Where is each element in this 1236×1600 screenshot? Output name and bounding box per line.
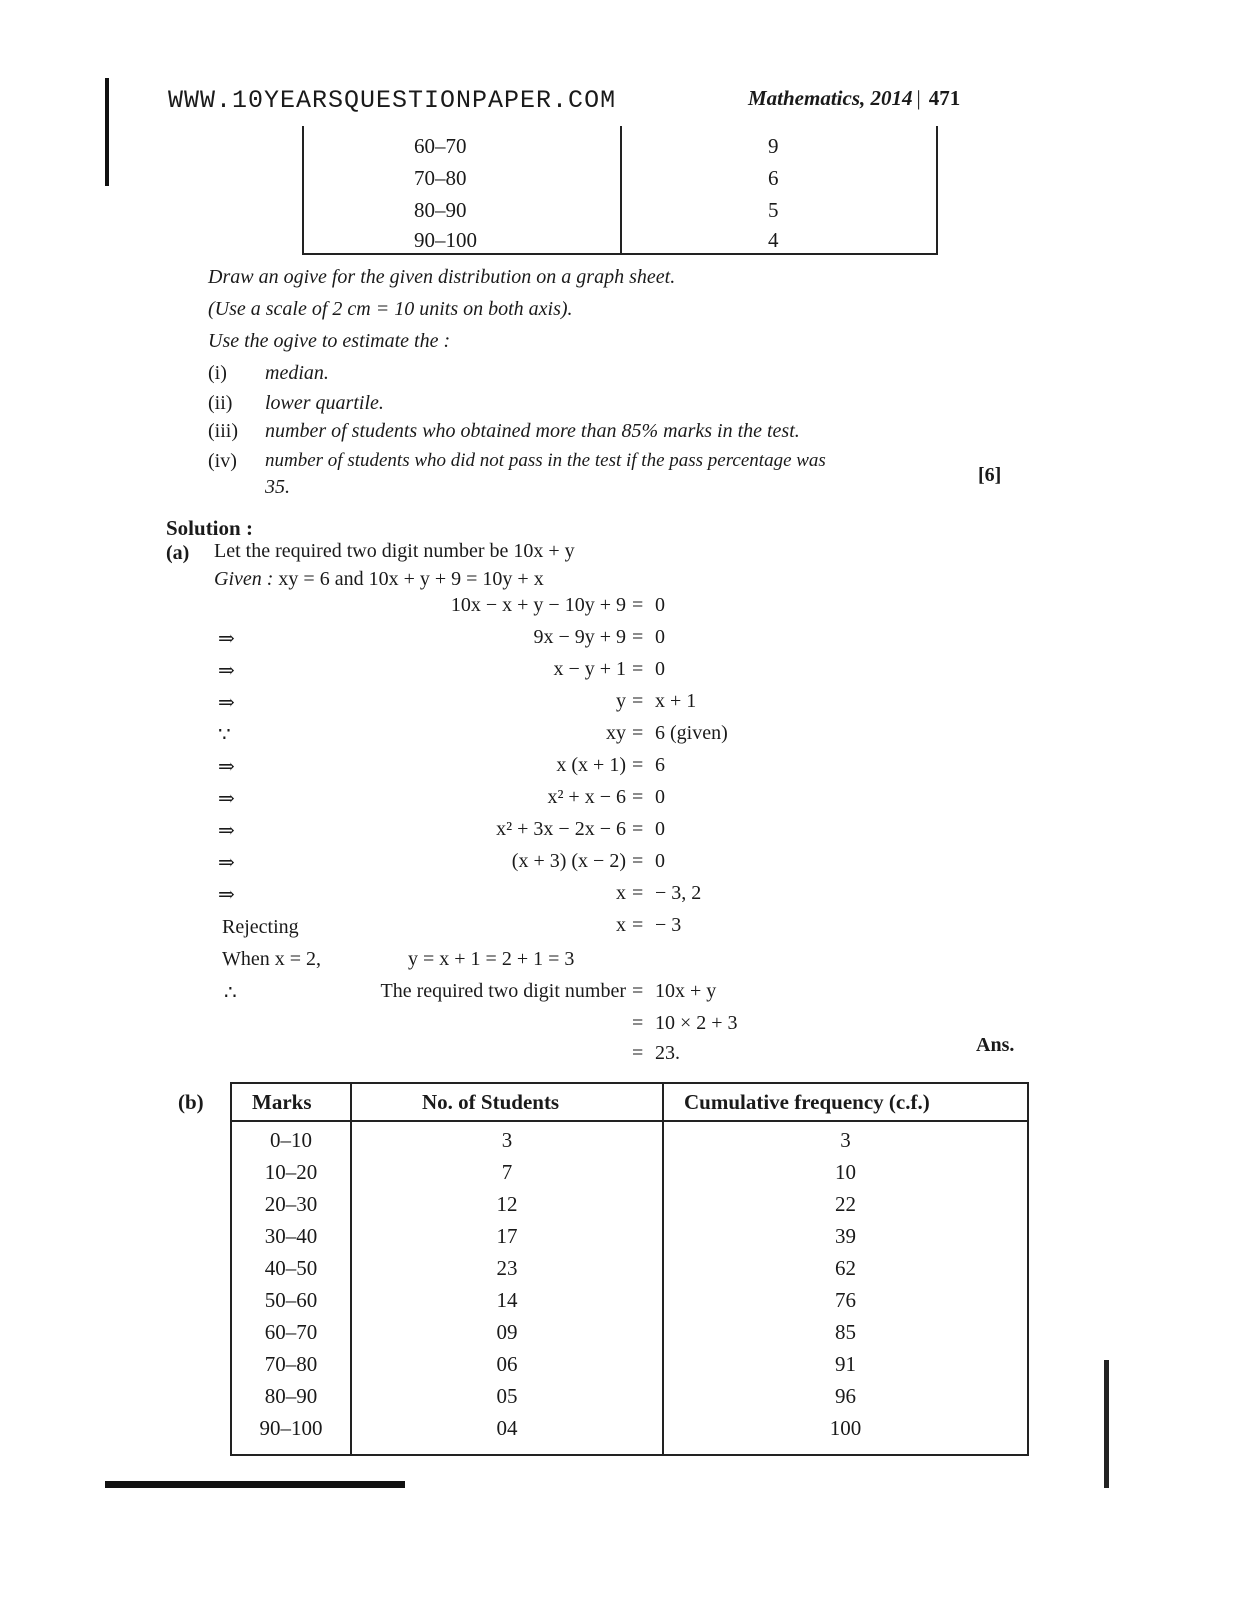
page-number: 471 bbox=[928, 86, 961, 110]
equation-lhs: x² + x − 6 bbox=[547, 786, 626, 808]
item-number: (ii) bbox=[208, 392, 233, 414]
equals-sign: = bbox=[632, 594, 644, 616]
marks-cell: 70–80 bbox=[414, 166, 467, 190]
table-row bbox=[232, 1128, 1027, 1160]
running-head bbox=[748, 86, 960, 111]
solution-intro: Let the required two digit number be 10x + y bbox=[214, 540, 575, 562]
students-cell: 7 bbox=[501, 1160, 513, 1184]
table-row bbox=[232, 1384, 1027, 1416]
question-line: Draw an ogive for the given distribution on a graph sheet. bbox=[208, 266, 676, 288]
cf-cell: 39 bbox=[835, 1224, 856, 1248]
equals-sign: = bbox=[632, 882, 644, 904]
marks-cell: 0–10 bbox=[270, 1128, 312, 1152]
item-text: number of students who obtained more than 85% marks in the test. bbox=[265, 420, 800, 442]
equals-sign: = bbox=[632, 722, 644, 744]
question-line: (Use a scale of 2 cm = 10 units on both axis). bbox=[208, 298, 573, 320]
item-text: number of students who did not pass in the test if the pass percentage was bbox=[265, 450, 826, 471]
rejecting-label: Rejecting bbox=[222, 916, 299, 938]
equation-rhs: 6 bbox=[655, 754, 665, 776]
given-text: xy = 6 and 10x + y + 9 = 10y + x bbox=[278, 568, 544, 590]
column-header-marks: Marks bbox=[252, 1090, 312, 1114]
therefore-symbol: ∴ bbox=[224, 982, 237, 1004]
table-row bbox=[232, 1160, 1027, 1192]
equals-sign: = bbox=[632, 980, 644, 1002]
scan-edge-mark bbox=[105, 78, 109, 186]
marks-cell: 90–100 bbox=[414, 228, 477, 252]
students-cell: 6 bbox=[768, 166, 779, 190]
item-number: (iii) bbox=[208, 420, 238, 442]
question-item bbox=[208, 392, 1008, 422]
students-cell: 06 bbox=[496, 1352, 518, 1376]
page-bottom-rule bbox=[105, 1481, 405, 1488]
table-row bbox=[232, 1288, 1027, 1320]
question-item bbox=[208, 362, 1008, 392]
part-label: (a) bbox=[166, 542, 190, 564]
equation-rhs: 0 bbox=[655, 818, 665, 840]
equals-sign: = bbox=[632, 626, 644, 648]
implies-symbol: ⇒ bbox=[218, 788, 235, 810]
students-cell: 3 bbox=[501, 1128, 513, 1152]
implies-symbol: ⇒ bbox=[218, 628, 235, 650]
part-label: (b) bbox=[178, 1090, 204, 1114]
marks-cell: 10–20 bbox=[264, 1160, 318, 1184]
site-watermark: WWW.10YEARSQUESTIONPAPER.COM bbox=[168, 86, 617, 115]
students-cell: 12 bbox=[496, 1192, 518, 1216]
equation-lhs: y bbox=[616, 690, 626, 712]
equation-row bbox=[0, 980, 1236, 1010]
marks-cell: 60–70 bbox=[264, 1320, 318, 1344]
subject-title: Mathematics, 2014 bbox=[748, 86, 913, 110]
cf-cell: 91 bbox=[835, 1352, 856, 1376]
table-row bbox=[232, 1224, 1027, 1256]
students-cell: 9 bbox=[768, 134, 779, 158]
equation-row bbox=[0, 882, 1236, 912]
table-row bbox=[304, 198, 936, 230]
column-header-students: No. of Students bbox=[422, 1090, 560, 1114]
answer-label: Ans. bbox=[976, 1034, 1015, 1056]
equation-rhs: 23. bbox=[655, 1042, 680, 1064]
equation-lhs: The required two digit number bbox=[380, 980, 626, 1002]
equation-rhs: 0 bbox=[655, 626, 665, 648]
solution-heading: Solution : bbox=[166, 516, 253, 540]
equation-row bbox=[0, 722, 1236, 752]
equals-sign: = bbox=[632, 786, 644, 808]
when-calculation: y = x + 1 = 2 + 1 = 3 bbox=[408, 948, 575, 970]
marks-cell: 60–70 bbox=[414, 134, 467, 158]
marks-allotted: [6] bbox=[978, 464, 1002, 486]
equation-lhs: x − y + 1 bbox=[553, 658, 626, 680]
implies-symbol: ⇒ bbox=[218, 660, 235, 682]
equation-lhs: x (x + 1) bbox=[556, 754, 626, 776]
equation-row bbox=[0, 818, 1236, 848]
when-label: When x = 2, bbox=[222, 948, 322, 970]
question-item bbox=[208, 450, 1008, 510]
equation-lhs: 10x − x + y − 10y + 9 bbox=[450, 594, 626, 616]
equation-lhs: 9x − 9y + 9 bbox=[533, 626, 626, 648]
marks-cell: 40–50 bbox=[264, 1256, 318, 1280]
equation-lhs: xy bbox=[606, 722, 626, 744]
cf-cell: 100 bbox=[829, 1416, 862, 1440]
marks-cell: 70–80 bbox=[264, 1352, 318, 1376]
table-row bbox=[232, 1320, 1027, 1352]
equals-sign: = bbox=[632, 914, 644, 936]
equation-row bbox=[0, 658, 1236, 688]
given-line bbox=[214, 568, 544, 591]
students-cell: 14 bbox=[496, 1288, 518, 1312]
equals-sign: = bbox=[632, 690, 644, 712]
equation-rhs: − 3 bbox=[655, 914, 682, 936]
cf-cell: 85 bbox=[835, 1320, 856, 1344]
question-item bbox=[208, 420, 1008, 450]
students-cell: 05 bbox=[496, 1384, 518, 1408]
scan-edge-mark bbox=[1104, 1360, 1109, 1488]
equation-rhs: 0 bbox=[655, 594, 665, 616]
because-symbol: ∵ bbox=[218, 724, 231, 746]
equals-sign: = bbox=[632, 754, 644, 776]
continued-frequency-table bbox=[302, 126, 938, 255]
marks-cell: 30–40 bbox=[264, 1224, 318, 1248]
equation-row bbox=[0, 850, 1236, 880]
implies-symbol: ⇒ bbox=[218, 884, 235, 906]
item-text-continued: 35. bbox=[265, 476, 290, 498]
implies-symbol: ⇒ bbox=[218, 852, 235, 874]
equation-row bbox=[0, 786, 1236, 816]
table-row bbox=[232, 1352, 1027, 1384]
item-text: lower quartile. bbox=[265, 392, 384, 414]
marks-cell: 20–30 bbox=[264, 1192, 318, 1216]
implies-symbol: ⇒ bbox=[218, 692, 235, 714]
equation-rhs: 10 × 2 + 3 bbox=[655, 1012, 738, 1034]
equals-sign: = bbox=[632, 850, 644, 872]
students-cell: 23 bbox=[496, 1256, 518, 1280]
cf-cell: 62 bbox=[835, 1256, 856, 1280]
equation-row bbox=[0, 690, 1236, 720]
equation-lhs: x² + 3x − 2x − 6 bbox=[496, 818, 626, 840]
equals-sign: = bbox=[632, 1012, 644, 1034]
students-cell: 4 bbox=[768, 228, 779, 252]
item-number: (i) bbox=[208, 362, 227, 384]
item-number: (iv) bbox=[208, 450, 237, 472]
equation-rhs: 0 bbox=[655, 850, 665, 872]
marks-cell: 80–90 bbox=[414, 198, 467, 222]
item-text: median. bbox=[265, 362, 329, 384]
cf-cell: 3 bbox=[840, 1128, 851, 1152]
cf-cell: 96 bbox=[835, 1384, 856, 1408]
equation-rhs: 0 bbox=[655, 658, 665, 680]
question-line: Use the ogive to estimate the : bbox=[208, 330, 451, 352]
students-cell: 5 bbox=[768, 198, 779, 222]
implies-symbol: ⇒ bbox=[218, 820, 235, 842]
table-row bbox=[304, 228, 936, 260]
equation-rhs: 0 bbox=[655, 786, 665, 808]
equals-sign: = bbox=[632, 1042, 644, 1064]
equation-lhs: (x + 3) (x − 2) bbox=[511, 850, 626, 872]
given-label: Given : bbox=[214, 568, 274, 590]
marks-cell: 90–100 bbox=[259, 1416, 323, 1440]
table-row bbox=[232, 1192, 1027, 1224]
students-cell: 17 bbox=[496, 1224, 518, 1248]
students-cell: 04 bbox=[496, 1416, 518, 1440]
equation-rhs: 6 (given) bbox=[655, 722, 728, 744]
cf-cell: 10 bbox=[835, 1160, 856, 1184]
table-row bbox=[304, 134, 936, 166]
cumulative-frequency-table bbox=[230, 1082, 1029, 1456]
cf-cell: 76 bbox=[835, 1288, 856, 1312]
equation-row bbox=[0, 626, 1236, 656]
cf-cell: 22 bbox=[835, 1192, 856, 1216]
equation-lhs: x bbox=[616, 914, 626, 936]
equation-rhs: 10x + y bbox=[655, 980, 717, 1002]
equation-row bbox=[0, 914, 1236, 944]
equation-row bbox=[0, 754, 1236, 784]
marks-cell: 50–60 bbox=[264, 1288, 318, 1312]
column-header-cumulative-frequency: Cumulative frequency (c.f.) bbox=[684, 1090, 930, 1114]
equation-rhs: − 3, 2 bbox=[655, 882, 702, 904]
implies-symbol: ⇒ bbox=[218, 756, 235, 778]
equals-sign: = bbox=[632, 818, 644, 840]
students-cell: 09 bbox=[496, 1320, 518, 1344]
table-row bbox=[304, 166, 936, 198]
header-separator: | bbox=[916, 86, 921, 110]
equals-sign: = bbox=[632, 658, 644, 680]
equation-lhs: x bbox=[616, 882, 626, 904]
equation-row bbox=[0, 1042, 1236, 1072]
equation-rhs: x + 1 bbox=[655, 690, 697, 712]
table-row bbox=[232, 1256, 1027, 1288]
equation-row bbox=[0, 1012, 1236, 1042]
table-row bbox=[232, 1416, 1027, 1448]
equation-row bbox=[0, 594, 1236, 624]
marks-cell: 80–90 bbox=[264, 1384, 318, 1408]
